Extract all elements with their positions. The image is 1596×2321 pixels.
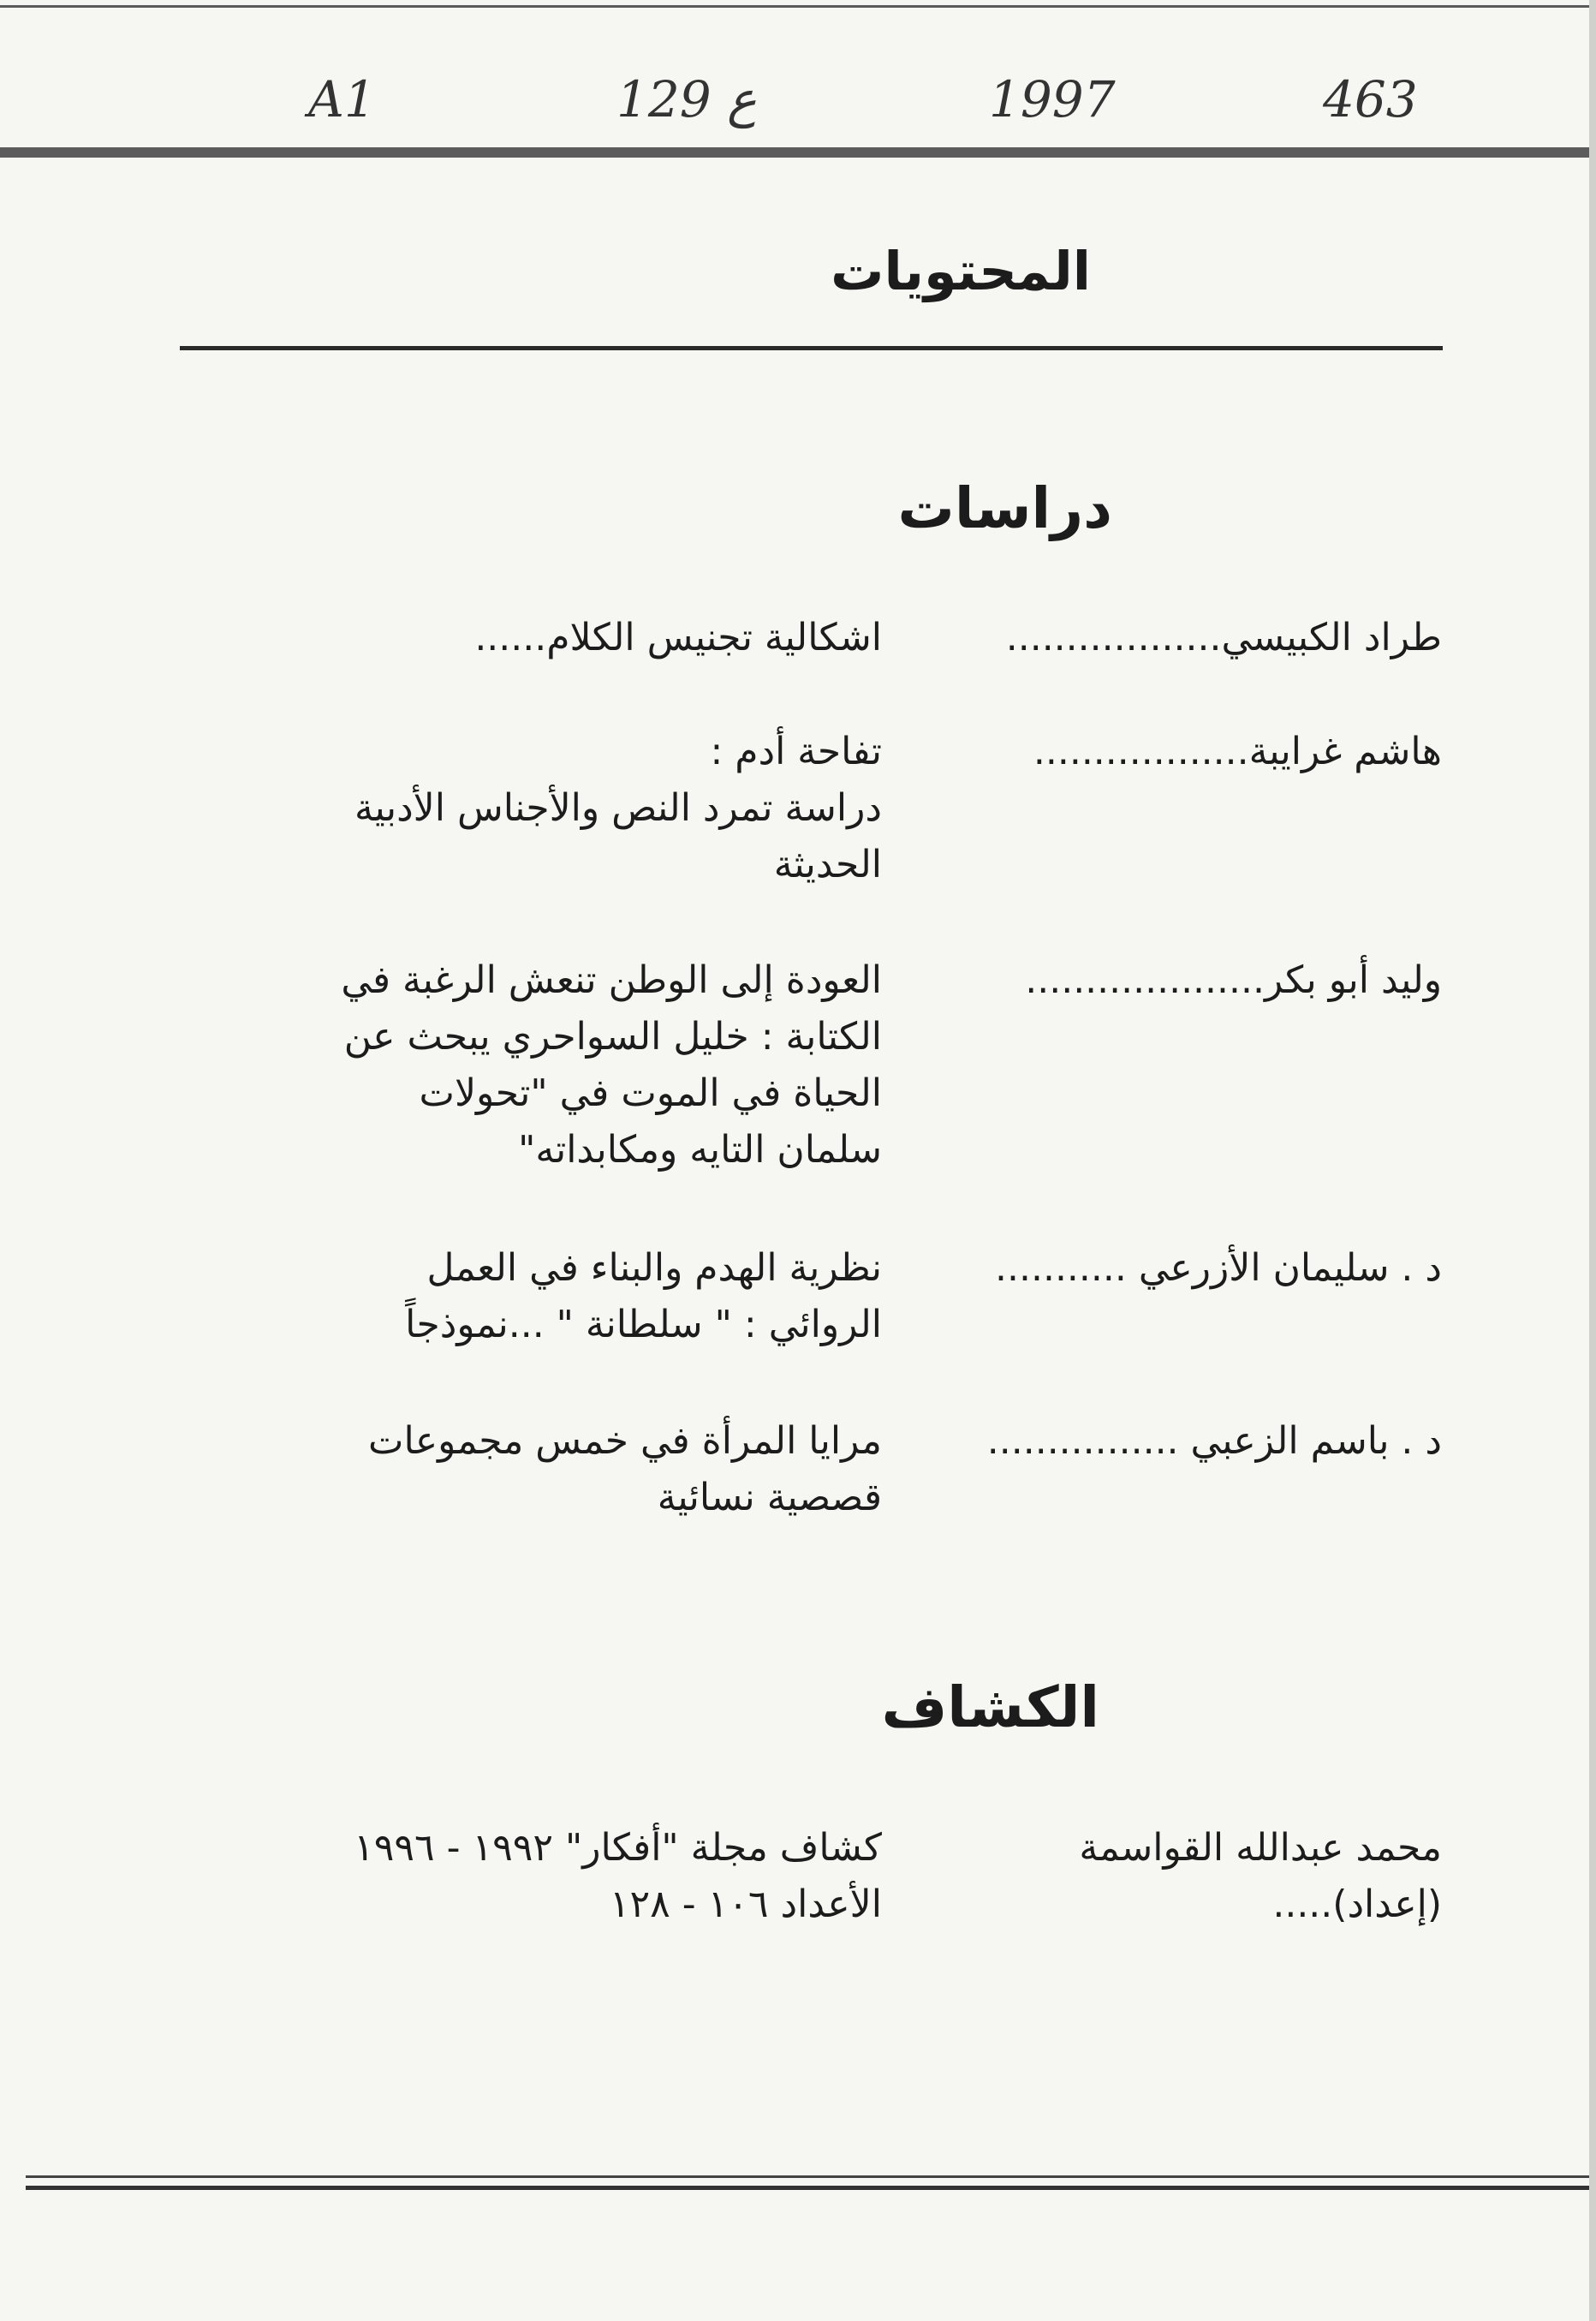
entry-title bbox=[231, 610, 882, 666]
footer-rule-thick bbox=[26, 2186, 1596, 2190]
entry-title bbox=[231, 1240, 882, 1353]
entry-title-line: الحياة في الموت في "تحولات bbox=[419, 1071, 882, 1115]
entry-author: هاشم غرايبة.................. bbox=[1033, 730, 1442, 773]
entry-title-line: الأعداد ١٠٦ - ١٢٨ bbox=[609, 1882, 882, 1926]
entry-title-line: تفاحة أدم : bbox=[710, 730, 882, 773]
section-heading-studies: دراسات bbox=[897, 475, 1112, 541]
entry-title bbox=[231, 952, 882, 1178]
entry-title-line: مرايا المرأة في خمس مجموعات bbox=[368, 1419, 882, 1463]
toc-entry bbox=[158, 724, 1442, 886]
entry-author: وليد أبو بكر.................... bbox=[1025, 958, 1442, 1002]
handwritten-note-4: 463 bbox=[1323, 70, 1418, 128]
page-title: المحتويات bbox=[831, 240, 1091, 302]
entry-author-line: محمد عبدالله القواسمة bbox=[1079, 1826, 1442, 1870]
entry-title-line: العودة إلى الوطن تنعش الرغبة في bbox=[341, 958, 882, 1002]
handwritten-note-3: 1997 bbox=[989, 70, 1116, 128]
entry-title-line: الحديثة bbox=[773, 843, 882, 886]
entry-title-line: كشاف مجلة "أفكار" ١٩٩٢ - ١٩٩٦ bbox=[354, 1826, 882, 1870]
entry-author bbox=[894, 1820, 1442, 1933]
entry-author: طراد الكبيسي.................. bbox=[1005, 616, 1442, 659]
section-heading-index: الكشاف bbox=[881, 1674, 1099, 1740]
top-border-line bbox=[0, 5, 1596, 8]
entry-title-line: نظرية الهدم والبناء في العمل bbox=[426, 1246, 882, 1290]
entry-title bbox=[231, 1413, 882, 1526]
entry-title-line: سلمان التايه ومكابداته" bbox=[518, 1128, 882, 1172]
entry-title-line: اشكالية تجنيس الكلام...... bbox=[474, 616, 882, 659]
entry-title-line: الكتابة : خليل السواحري يبحث عن bbox=[343, 1015, 882, 1059]
toc-entry bbox=[158, 610, 1442, 659]
header-rule bbox=[0, 147, 1596, 158]
scan-edge bbox=[1589, 0, 1596, 2321]
handwritten-note-1: A1 bbox=[308, 70, 376, 128]
entry-author: د . سليمان الأزرعي ........... bbox=[995, 1246, 1442, 1290]
toc-entry bbox=[158, 1820, 1442, 1926]
entry-title-line: قصصية نسائية bbox=[657, 1476, 882, 1519]
entry-author-line: (إعداد)..... bbox=[1272, 1882, 1442, 1926]
toc-entry bbox=[158, 1413, 1442, 1519]
entry-title-line: دراسة تمرد النص والأجناس الأدبية bbox=[354, 786, 882, 830]
entry-title-line: الروائي : " سلطانة " ...نموذجاً bbox=[405, 1303, 882, 1346]
entry-title bbox=[231, 724, 882, 893]
footer-rule-thin bbox=[26, 2175, 1596, 2178]
toc-entry bbox=[158, 1240, 1442, 1346]
handwritten-note-2: 129 ع bbox=[616, 70, 757, 128]
title-rule bbox=[180, 346, 1443, 350]
entry-author: د . باسم الزعبي ................ bbox=[986, 1419, 1442, 1463]
entry-title bbox=[231, 1820, 882, 1933]
toc-entry bbox=[158, 952, 1442, 1172]
